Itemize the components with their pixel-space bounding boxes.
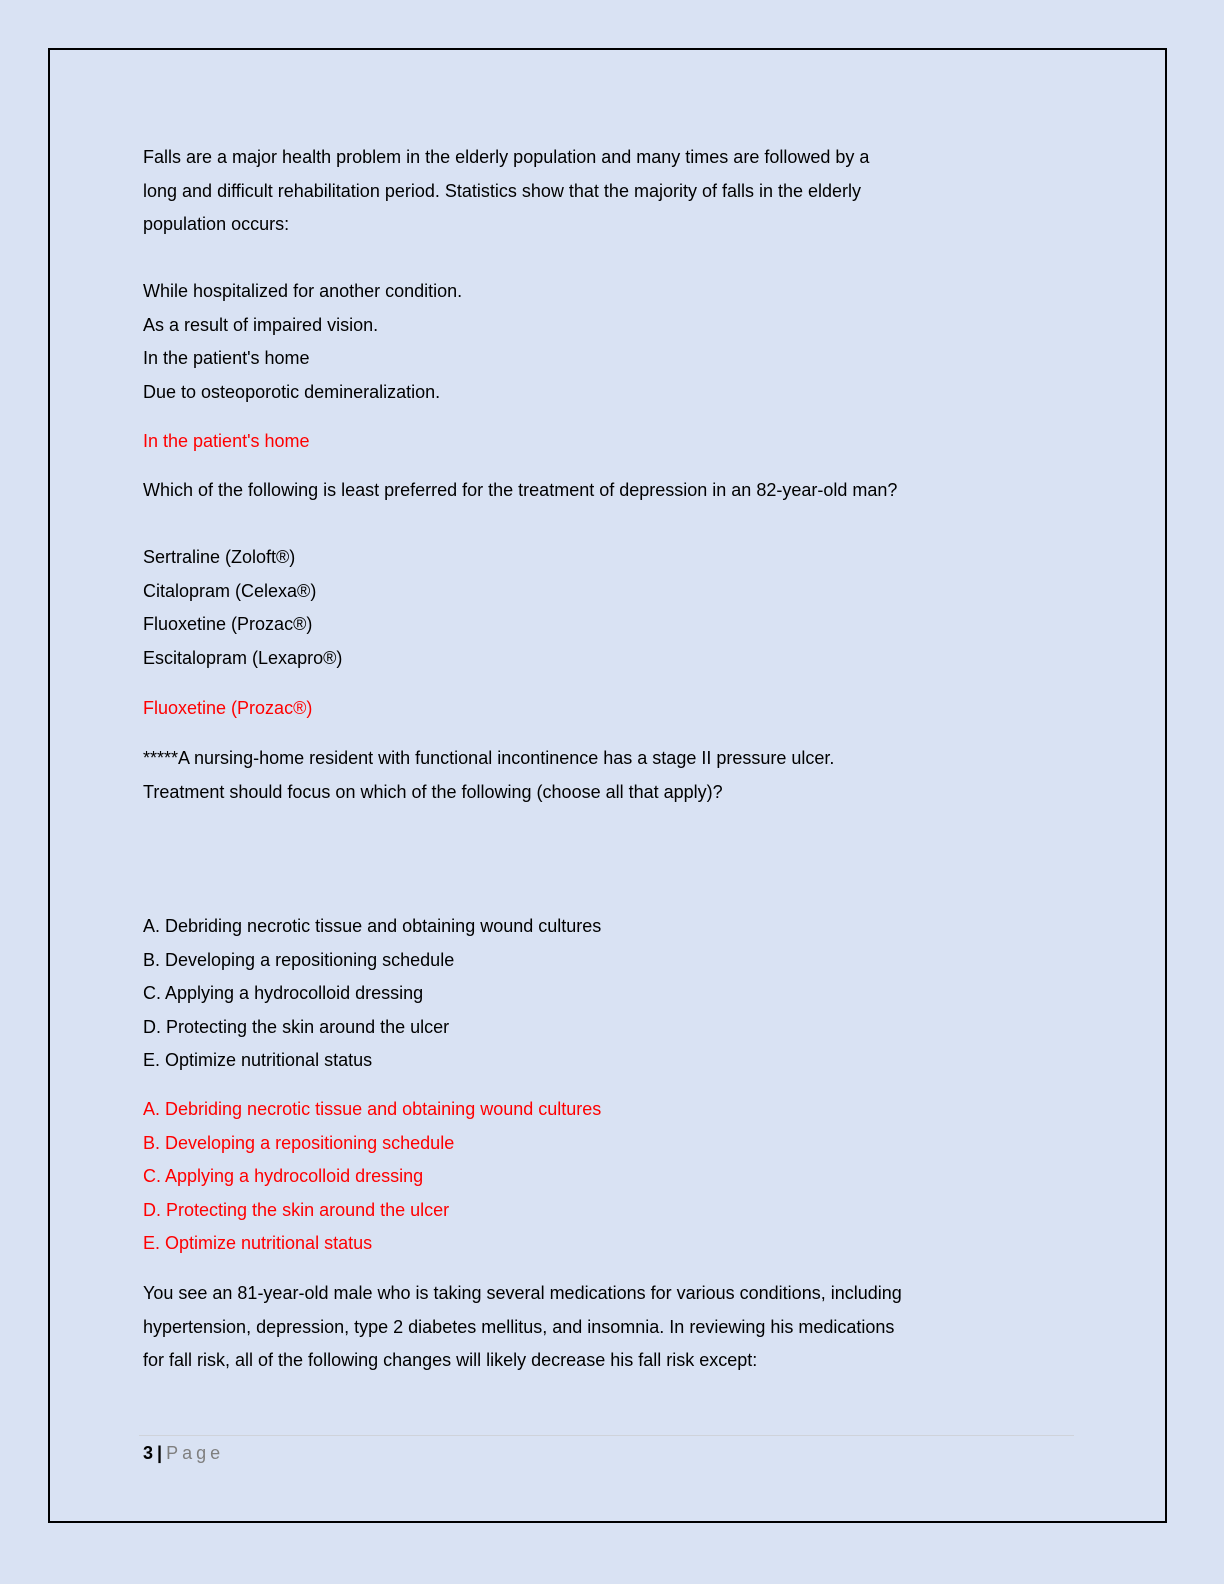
question-4-stem (143, 1277, 1083, 1378)
stem-line: Which of the following is least preferred for the treatment of depression in an 82-year-old man? (143, 480, 898, 500)
option: Citalopram (Celexa®) (143, 580, 317, 601)
answer: A. Debriding necrotic tissue and obtaining wound cultures (143, 1099, 602, 1119)
question-1-options (143, 275, 1083, 409)
option: While hospitalized for another condition. (143, 281, 463, 301)
question-3-options (143, 910, 1083, 1078)
page-footer (143, 1440, 224, 1466)
option: Sertraline (Zoloft®) (143, 547, 296, 567)
answer: D. Protecting the skin around the ulcer (143, 1199, 450, 1220)
page-number: 3 (143, 1443, 154, 1463)
question-2-stem (143, 474, 1083, 508)
question-1-stem (143, 141, 1083, 242)
footer-separator: | (157, 1443, 163, 1463)
stem-line: long and difficult rehabilitation period. Statistics show that the majority of falls in the elderly (143, 180, 862, 201)
answer: C. Applying a hydrocolloid dressing (143, 1166, 424, 1186)
stem-line: Treatment should focus on which of the following (choose all that apply)? (143, 781, 723, 802)
stem-line: population occurs: (143, 214, 290, 234)
answer: In the patient's home (143, 431, 310, 451)
option: D. Protecting the skin around the ulcer (143, 1016, 450, 1037)
option: C. Applying a hydrocolloid dressing (143, 983, 424, 1003)
option: Escitalopram (Lexapro®) (143, 647, 343, 668)
stem-line: for fall risk, all of the following changes will likely decrease his fall risk except: (143, 1350, 758, 1370)
stem-line: *****A nursing-home resident with functional incontinence has a stage II pressure ulcer. (143, 748, 835, 768)
question-2-answer (143, 692, 1083, 726)
answer: B. Developing a repositioning schedule (143, 1132, 455, 1153)
option: In the patient's home (143, 348, 310, 368)
option: E. Optimize nutritional status (143, 1050, 373, 1070)
question-3-stem (143, 742, 1083, 809)
answer: Fluoxetine (Prozac®) (143, 698, 313, 718)
footer-divider (139, 1435, 1074, 1436)
stem-line: hypertension, depression, type 2 diabetes mellitus, and insomnia. In reviewing his medications (143, 1316, 895, 1337)
option: Fluoxetine (Prozac®) (143, 614, 313, 634)
stem-line: You see an 81-year-old male who is taking several medications for various conditions, including (143, 1283, 902, 1303)
option: As a result of impaired vision. (143, 314, 379, 335)
option: A. Debriding necrotic tissue and obtaining wound cultures (143, 916, 602, 936)
option: Due to osteoporotic demineralization. (143, 381, 441, 402)
question-2-options (143, 541, 1083, 675)
question-3-answer (143, 1093, 1083, 1261)
option: B. Developing a repositioning schedule (143, 949, 455, 970)
question-1-answer (143, 425, 1083, 459)
stem-line: Falls are a major health problem in the elderly population and many times are followed by a (143, 147, 870, 167)
answer: E. Optimize nutritional status (143, 1233, 373, 1253)
page-label: Page (166, 1443, 225, 1463)
